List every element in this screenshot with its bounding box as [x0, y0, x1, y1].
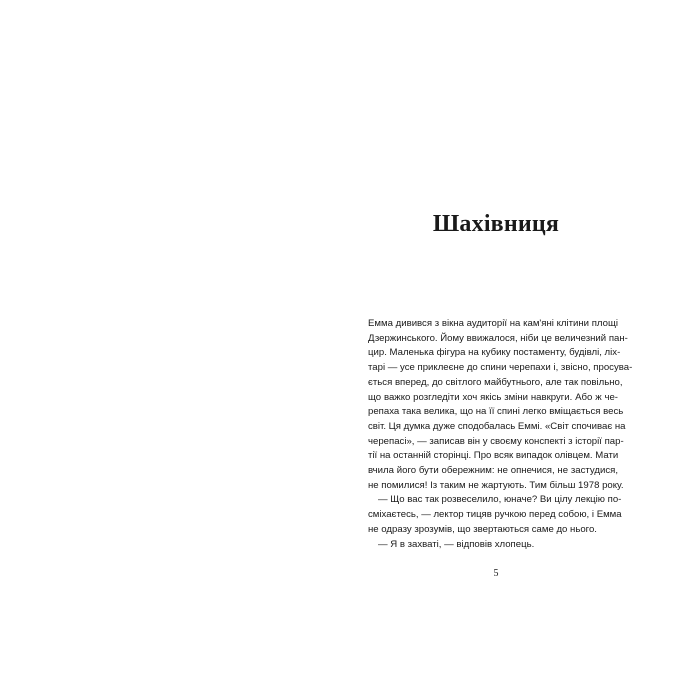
text-line: світ. Ця думка дуже сподобалась Еммі. «Світ спочиває на	[368, 420, 626, 432]
text-line: не одразу зрозумів, що звертаються саме до нього.	[368, 523, 597, 535]
text-line: репаха така велика, що на її спині легко вміщається весь	[368, 406, 624, 418]
text-line: черепасі», — записав він у своєму конспекті з історії пар-	[368, 435, 624, 447]
text-line: Дзержинського. Йому ввижалося, ніби це величезний пан-	[368, 332, 628, 344]
body-text	[368, 317, 633, 552]
text-line: тарі — усе приклеєне до спини черепахи і, звісно, просува-	[368, 362, 633, 374]
text-line: — Я в захваті, — відповів хлопець.	[378, 538, 535, 550]
text-line: Емма дивився з вікна аудиторії на кам'яні клітини площі	[368, 318, 618, 329]
text-line: вчила його бути обережним: не опнечися, не застудися,	[368, 465, 618, 477]
text-line: тії на останній сторінці. Про всяк випадок олівцем. Мати	[368, 450, 619, 462]
text-line: ється вперед, до світлого майбутнього, але так повільно,	[368, 376, 623, 388]
page-number: 5	[493, 568, 499, 579]
text-line: цир. Маленька фігура на кубику постаменту, будівлі, ліх-	[368, 347, 621, 359]
text-line: сміхаєтесь, — лектор тицяв ручкою перед собою, і Емма	[368, 509, 622, 521]
text-line: що важко розгледіти хоч якісь зміни навкруги. Або ж че-	[368, 391, 618, 403]
chapter-title: Шахівниця	[432, 211, 560, 237]
text-line: не помилися! Із таким не жартують. Тим більш 1978 року.	[368, 479, 624, 491]
text-line: — Що вас так розвеселило, юначе? Ви цілу лекцію по-	[378, 494, 622, 506]
